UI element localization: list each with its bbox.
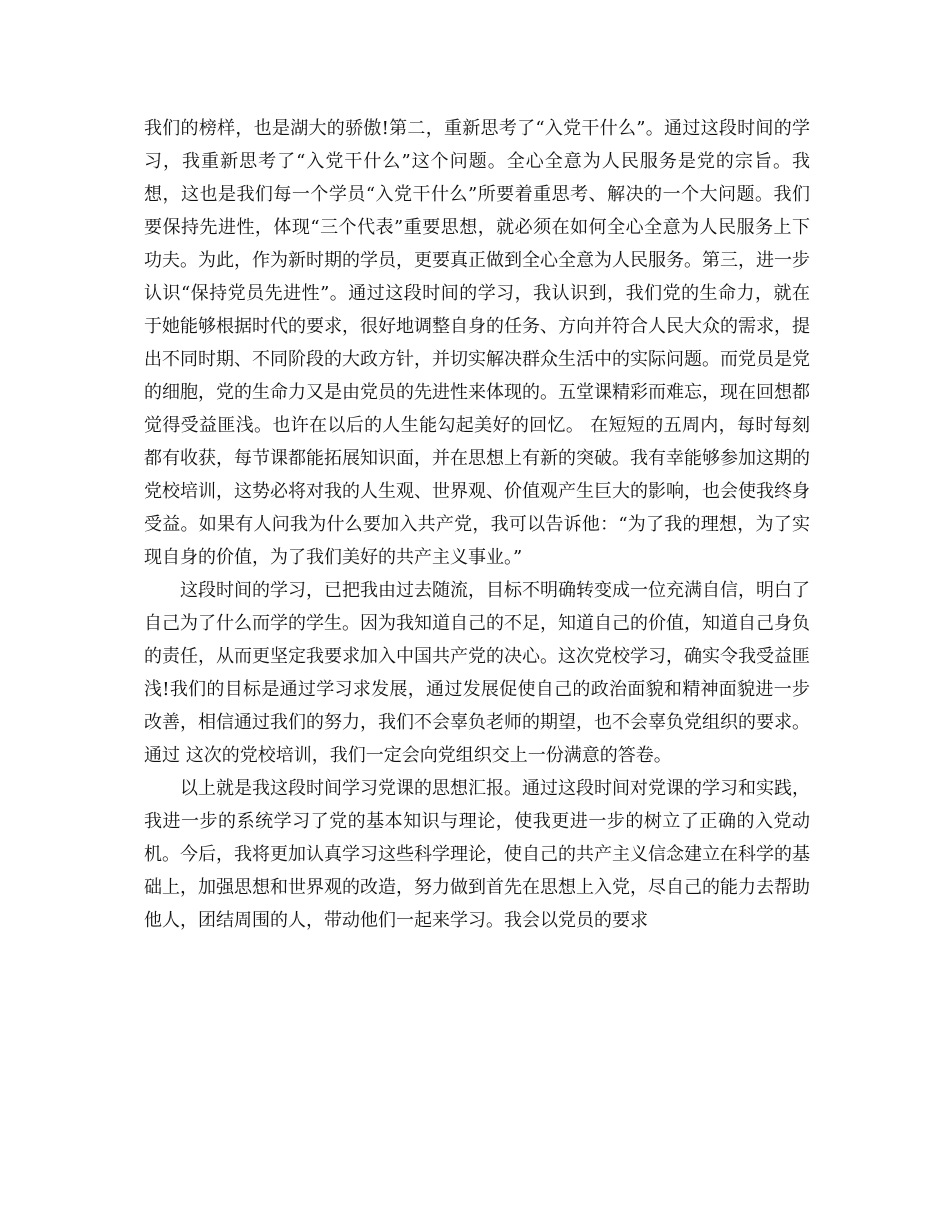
paragraph-reflection: 这段时间的学习，已把我由过去随流，目标不明确转变成一位充满自信，明白了自己为了什么而学的学生。因为我知道自己的不足，知道自己的价值，知道自己身负的责任，从而更坚定我要求加入中国共产党的决心。这次党校学习，确实令我受益匪浅!我们的目标是通过学习求发展，通过发展促使自己的政治面貌和精神面貌进一步改善，相信通过我们的努力，我们不会辜负老师的期望，也不会辜负党组织的要求。通过 这次的党校培训，我们一定会向党组织交上一份满意的答卷。 bbox=[144, 580, 810, 766]
paragraph-continuation: 我们的榜样，也是湖大的骄傲!第二，重新思考了“入党干什么”。通过这段时间的学习，我重新思考了“入党干什么”这个问题。全心全意为人民服务是党的宗旨。我想，这也是我们每一个学员“入党干什么”所要着重思考、解决的一个大问题。我们要保持先进性，体现“三个代表”重要思想，就必须在如何全心全意为人民服务上下功夫。为此，作为新时期的学员，更要真正做到全心全意为人民服务。第三，进一步认识“保持党员先进性”。通过这段时间的学习，我认识到，我们党的生命力，就在于她能够根据时代的要求，很好地调整自身的任务、方向并符合人民大众的需求，提出不同时期、不同阶段的大政方针，并切实解决群众生活中的实际问题。而党员是党的细胞，党的生命力又是由党员的先进性来体现的。五堂课精彩而难忘，现在回想都觉得受益匪浅。也许在以后的人生能勾起美好的回忆。 在短短的五周内，每时每刻都有收获，每节课都能拓展知识面，并在思想上有新的突破。我有幸能够参加这期的党校培训，这势必将对我的人生观、世界观、价值观产生巨大的影响，也会使我终身受益。如果有人问我为什么要加入共产党，我可以告诉他：“为了我的理想，为了实现自身的价值，为了我们美好的共产主义事业。” bbox=[144, 118, 810, 568]
document-body bbox=[144, 112, 810, 937]
paragraph-summary: 以上就是我这段时间学习党课的思想汇报。通过这段时间对党课的学习和实践，我进一步的系统学习了党的基本知识与理论，使我更进一步的树立了正确的入党动机。今后，我将更加认真学习这些科学理论，使自己的共产主义信念建立在科学的基础上，加强思想和世界观的改造，努力做到首先在思想上入党，尽自己的能力去帮助他人，团结周围的人，带动他们一起来学习。我会以党员的要求 bbox=[144, 778, 810, 931]
